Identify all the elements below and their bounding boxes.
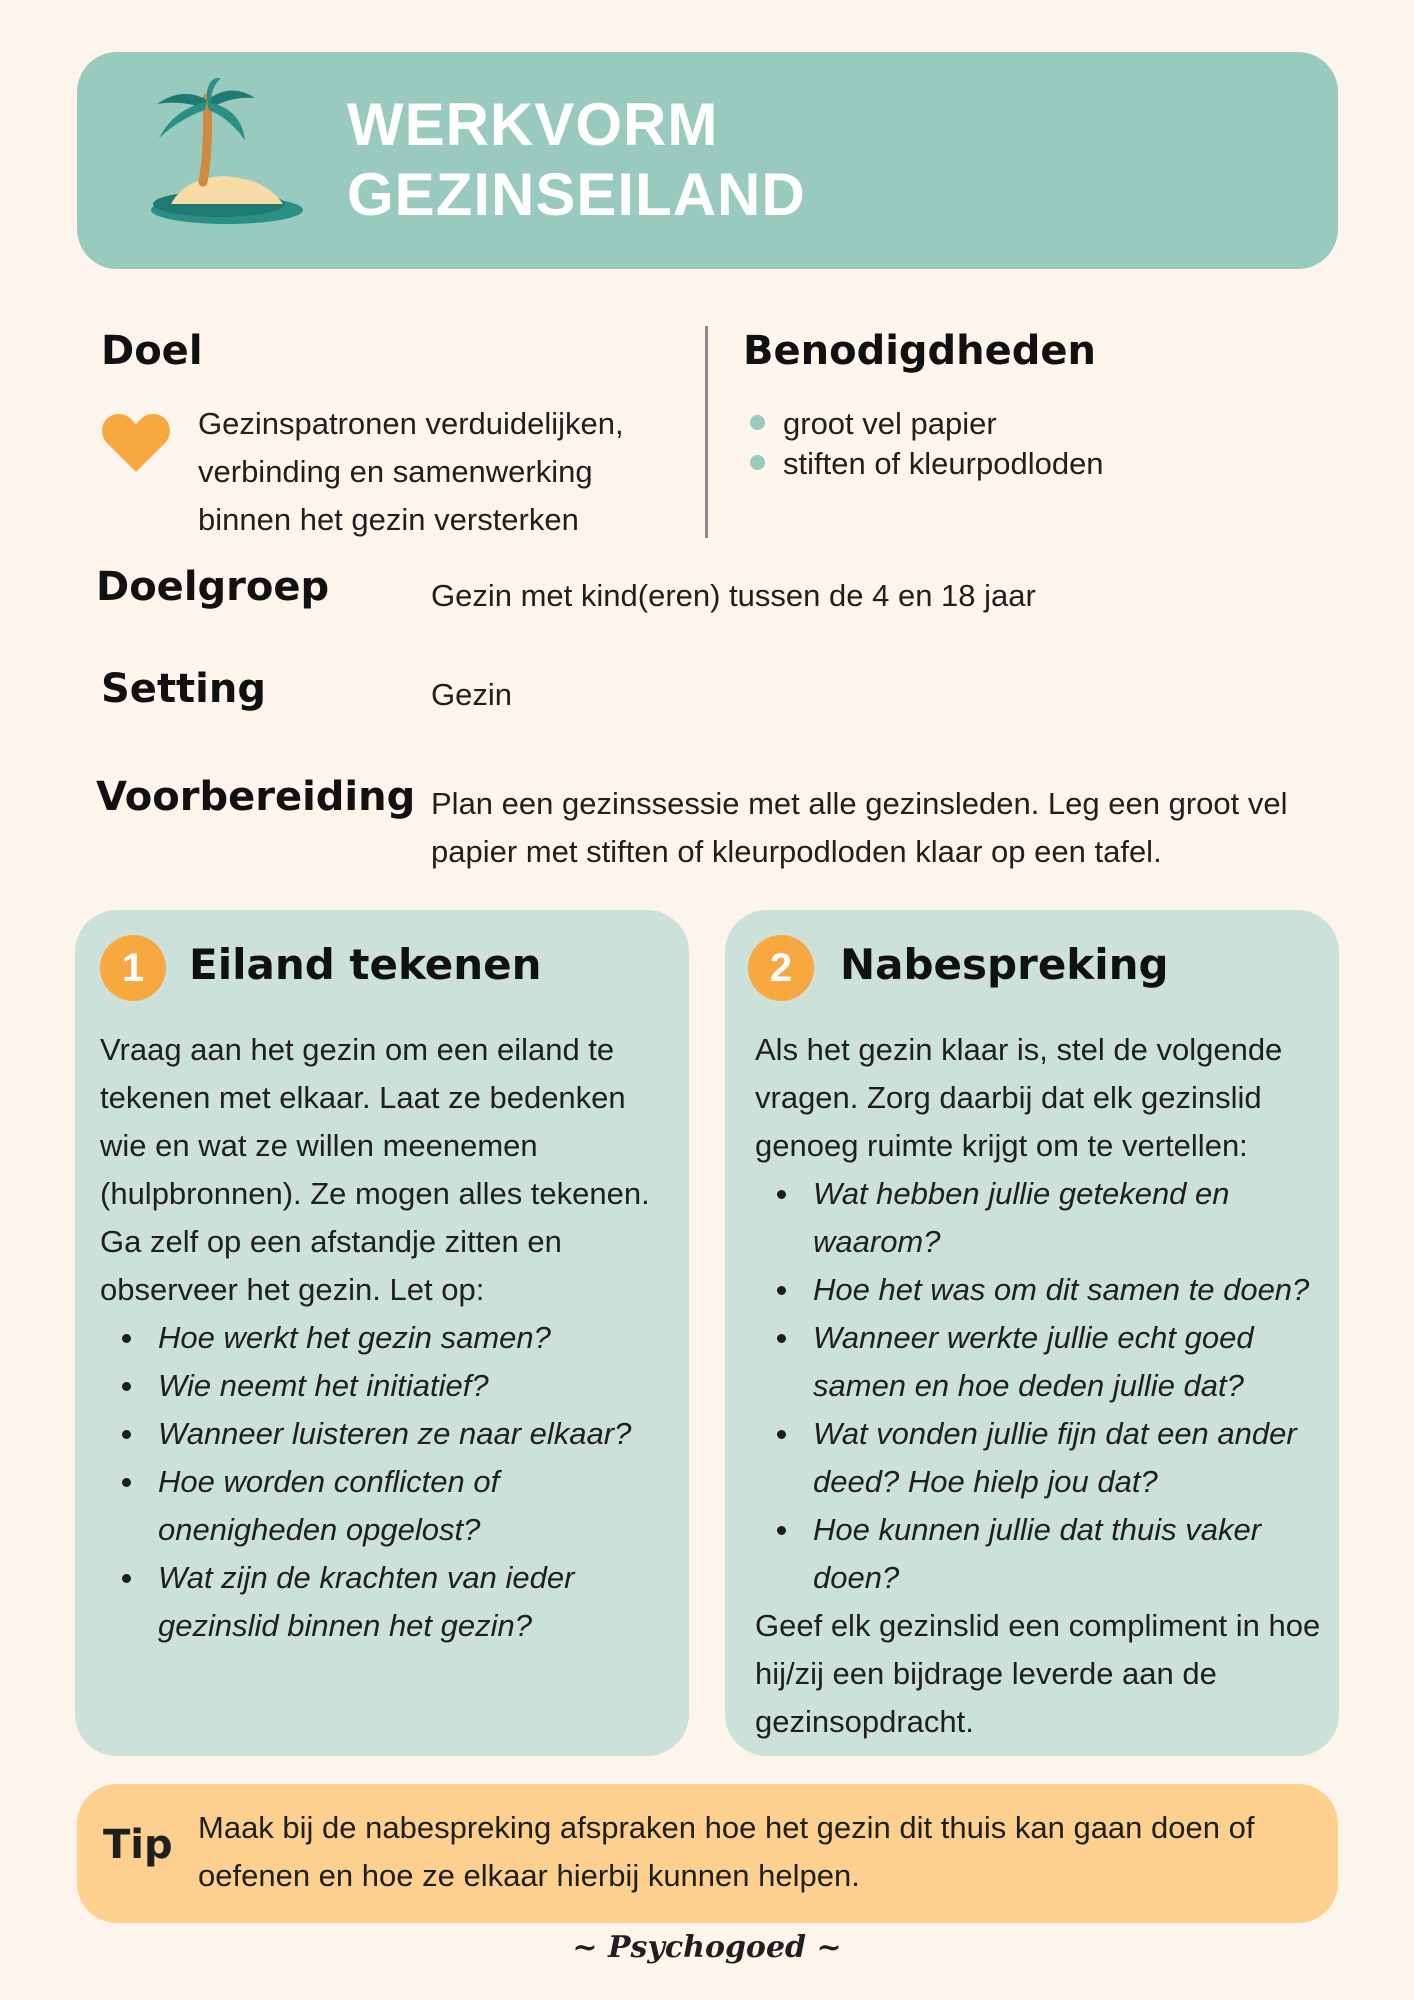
list-item: Hoe worden conflicten of onenigheden opgelost? [100,1458,558,1554]
list-item: Wanneer luisteren ze naar elkaar? [100,1410,675,1458]
tip-text: Maak bij de nabespreking afspraken hoe het gezin dit thuis kan gaan doen of oefenen en hoe ze elkaar hierbij kunnen helpen. [198,1810,1255,1893]
question-list [100,1314,675,1650]
doel-text: Gezinspatronen verduidelijken, verbinding en samenwerking binnen het gezin versterken [198,406,624,537]
title-line2: GEZINSEILAND [347,161,806,228]
list-item: Wanneer werkte jullie echt goed samen en hoe deden jullie dat? [755,1314,1283,1410]
doelgroep-text: Gezin met kind(eren) tussen de 4 en 18 jaar [431,578,1036,613]
question-list [755,1170,1325,1602]
list-item: stiften of kleurpodloden [750,444,1104,484]
setting-text: Gezin [431,677,512,712]
list-item: Wat hebben jullie getekend en waarom? [755,1170,1233,1266]
palm-island-icon [145,78,305,238]
step-title: Eiland tekenen [189,940,542,989]
benodigdheden-heading: Benodigdheden [743,328,1097,374]
step-number-badge: 1 [100,935,166,1001]
benodigdheden-list [750,404,1104,484]
list-item: Hoe kunnen jullie dat thuis vaker doen? [755,1506,1283,1602]
column-divider [705,326,708,538]
doel-heading: Doel [101,328,203,374]
step-outro: Geef elk gezinslid een compliment in hoe hij/zij een bijdrage leverde aan de gezinsopdracht. [755,1608,1321,1739]
list-item: Hoe het was om dit samen te doen? [755,1266,1325,1314]
title-line1: WERKVORM [347,91,719,158]
bullet-icon [750,415,765,430]
step-number-badge: 2 [748,935,814,1001]
step-body [755,1026,1325,1746]
page-title [347,90,806,230]
voorbereiding-text: Plan een gezinssessie met alle gezinsleden. Leg een groot vel papier met stiften of kleurpodloden klaar op een tafel. [431,786,1288,869]
list-item: Wie neemt het initiatief? [100,1362,675,1410]
tip-box [77,1784,1338,1923]
list-item: Wat zijn de krachten van ieder gezinslid binnen het gezin? [100,1554,598,1650]
step-card-2 [725,910,1339,1756]
list-item: Hoe werkt het gezin samen? [100,1314,675,1362]
step-intro-2: Ga zelf op een afstandje zitten en observeer het gezin. Let op: [100,1224,562,1307]
heart-icon [101,412,171,474]
step-intro: Als het gezin klaar is, stel de volgende vragen. Zorg daarbij dat elk gezinslid genoeg ruimte krijgt om te vertellen: [755,1032,1283,1163]
step-intro: Vraag aan het gezin om een eiland te tekenen met elkaar. Laat ze bedenken wie en wat ze willen meenemen (hulpbronnen). Ze mogen alles tekenen. [100,1032,650,1211]
doelgroep-heading: Doelgroep [96,564,330,610]
step-body [100,1026,675,1650]
voorbereiding-heading: Voorbereiding [96,774,416,820]
list-item: groot vel papier [750,404,1104,444]
step-card-1 [75,910,689,1756]
list-item: Wat vonden jullie fijn dat een ander deed? Hoe hielp jou dat? [755,1410,1323,1506]
tip-label: Tip [103,1822,173,1868]
step-title: Nabespreking [840,940,1169,989]
setting-heading: Setting [101,666,266,712]
bullet-icon [750,455,765,470]
footer-signature: ~ Psychogoed ~ [572,1930,842,1965]
